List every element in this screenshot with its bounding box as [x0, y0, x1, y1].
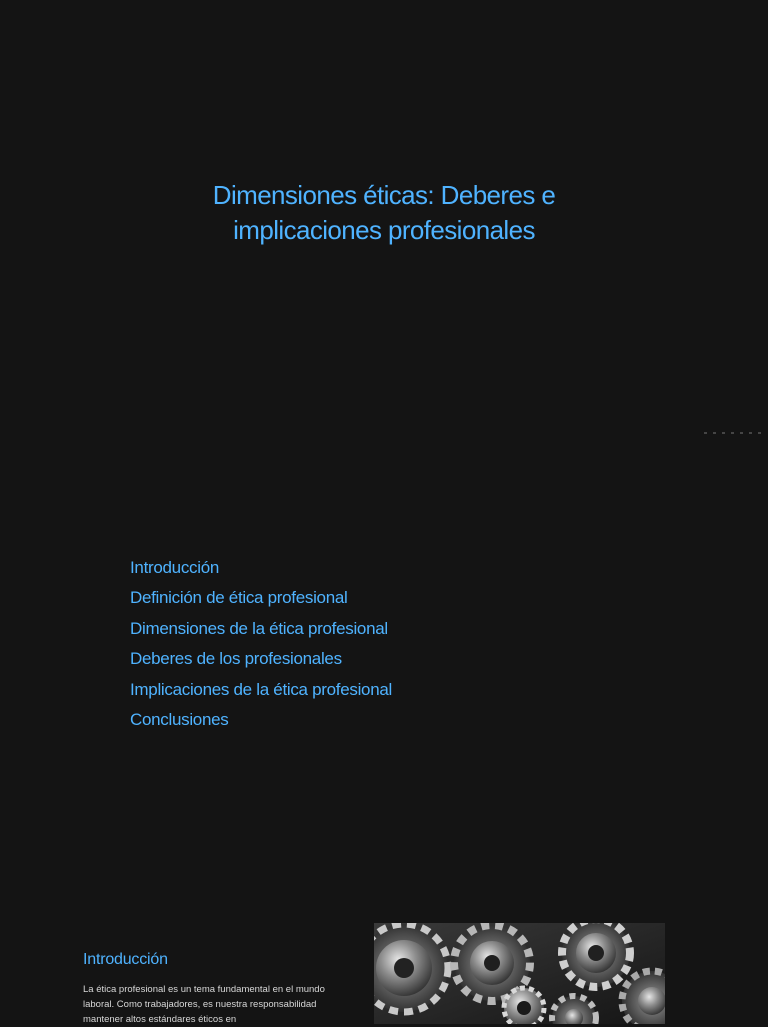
- page-title: [0, 178, 768, 248]
- gears-image: [374, 923, 665, 1024]
- section-heading-introduccion: Introducción: [83, 951, 168, 968]
- gears-illustration: [374, 923, 665, 1024]
- table-of-contents: [130, 553, 392, 735]
- toc-item-implicaciones[interactable]: Implicaciones de la ética profesional: [130, 679, 392, 699]
- intro-paragraph: La ética profesional es un tema fundamental en el mundo laboral. Como trabajadores, es nuestra responsabilidad mantener altos estándares éticos en: [83, 984, 325, 1025]
- toc-item-deberes[interactable]: Deberes de los profesionales: [130, 649, 342, 669]
- toc-item-definicion[interactable]: Definición de ética profesional: [130, 588, 348, 608]
- toc-item-introduccion[interactable]: Introducción: [130, 558, 220, 577]
- gear-right: [562, 923, 630, 987]
- divider: [704, 432, 766, 434]
- toc-item-conclusiones[interactable]: Conclusiones: [130, 710, 229, 730]
- gear-left: [374, 924, 448, 1012]
- title-line-1: Dimensiones éticas: Deberes e: [212, 180, 556, 210]
- title-line-2: implicaciones profesionales: [233, 215, 535, 245]
- toc-item-dimensiones[interactable]: Dimensiones de la ética profesional: [130, 618, 388, 638]
